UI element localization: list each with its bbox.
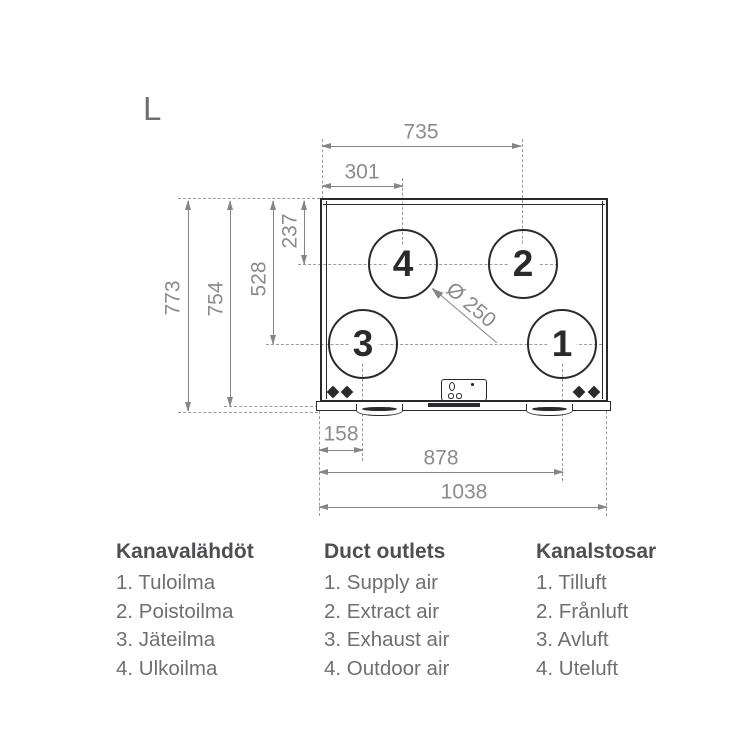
- dim-line-upper-center: [304, 201, 305, 264]
- panel-dot-icon: [471, 383, 474, 386]
- dim-line-bottom-span: [319, 472, 563, 473]
- dim-line-top-offset: [322, 186, 403, 187]
- legend-title-fi: Kanavalähdöt: [116, 540, 254, 563]
- dim-line-left-unit: [230, 201, 231, 406]
- ref-dashed-right-bottom: [606, 411, 607, 516]
- legend-item: 1. Supply air: [324, 571, 438, 594]
- duct-collar-right: [526, 404, 573, 416]
- ref-dashed-left-bottom: [319, 411, 320, 516]
- outlet-number-2: 2: [509, 245, 538, 282]
- ref-dashed-unit-bottom: [224, 406, 318, 407]
- connection-panel: [441, 379, 487, 401]
- ref-dashed-top: [178, 198, 320, 199]
- dim-line-lower-center: [273, 201, 274, 344]
- outlet-number-1: 1: [548, 325, 577, 362]
- legend-column-sv: [536, 540, 731, 683]
- legend-item: 3. Exhaust air: [324, 628, 450, 651]
- dim-line-left-total: [188, 201, 189, 411]
- outlet-number-3: 3: [349, 325, 378, 362]
- panel-port-icon: [448, 393, 454, 399]
- panel-port-icon: [456, 393, 462, 399]
- drain-tray-edge: [428, 403, 480, 407]
- legend-item: 3. Jäteilma: [116, 628, 216, 651]
- dim-line-bottom-total: [319, 507, 607, 508]
- duct-collar-left: [356, 404, 403, 416]
- legend-title-en: Duct outlets: [324, 540, 446, 563]
- legend-item: 2. Frånluft: [536, 599, 629, 623]
- legend-item: 3. Avluft: [536, 628, 609, 651]
- dim-label-lower-center: 528: [247, 261, 271, 297]
- variant-label: L: [143, 90, 162, 127]
- collar-band-icon: [532, 407, 567, 412]
- collar-band-icon: [362, 407, 397, 412]
- dim-label-bottom-span: 878: [423, 446, 459, 470]
- legend-item: 4. Uteluft: [536, 656, 619, 680]
- panel-seam-right: [602, 201, 603, 399]
- dim-line-bottom-offset: [319, 450, 363, 451]
- legend-item: 2. Extract air: [324, 599, 440, 623]
- legend-column-en: [324, 540, 524, 683]
- panel-seam-left: [326, 201, 327, 399]
- panel-port-icon: [449, 382, 455, 391]
- dim-label-top-offset: 301: [344, 160, 380, 184]
- legend-item: 2. Poistoilma: [116, 599, 234, 623]
- legend-title-sv: Kanalstosar: [536, 540, 657, 563]
- dim-line-top-width: [322, 146, 521, 147]
- dim-label-bottom-total: 1038: [440, 480, 488, 504]
- legend-column-fi: [116, 540, 316, 683]
- dim-label-left-total: 773: [161, 280, 185, 316]
- panel-seam-top: [323, 204, 605, 205]
- legend-item: 4. Ulkoilma: [116, 656, 218, 680]
- outlet-number-4: 4: [389, 245, 418, 282]
- legend-item: 1. Tilluft: [536, 571, 607, 594]
- ref-dashed-base-bottom: [178, 412, 318, 413]
- dim-label-left-unit: 754: [204, 281, 228, 317]
- legend-item: 4. Outdoor air: [324, 656, 450, 680]
- diameter-label: Ø 250: [441, 277, 501, 333]
- dim-label-top-width: 735: [403, 120, 439, 144]
- legend-item: 1. Tuloilma: [116, 571, 216, 594]
- dim-label-bottom-offset: 158: [323, 422, 359, 446]
- dim-label-upper-center: 237: [278, 213, 302, 249]
